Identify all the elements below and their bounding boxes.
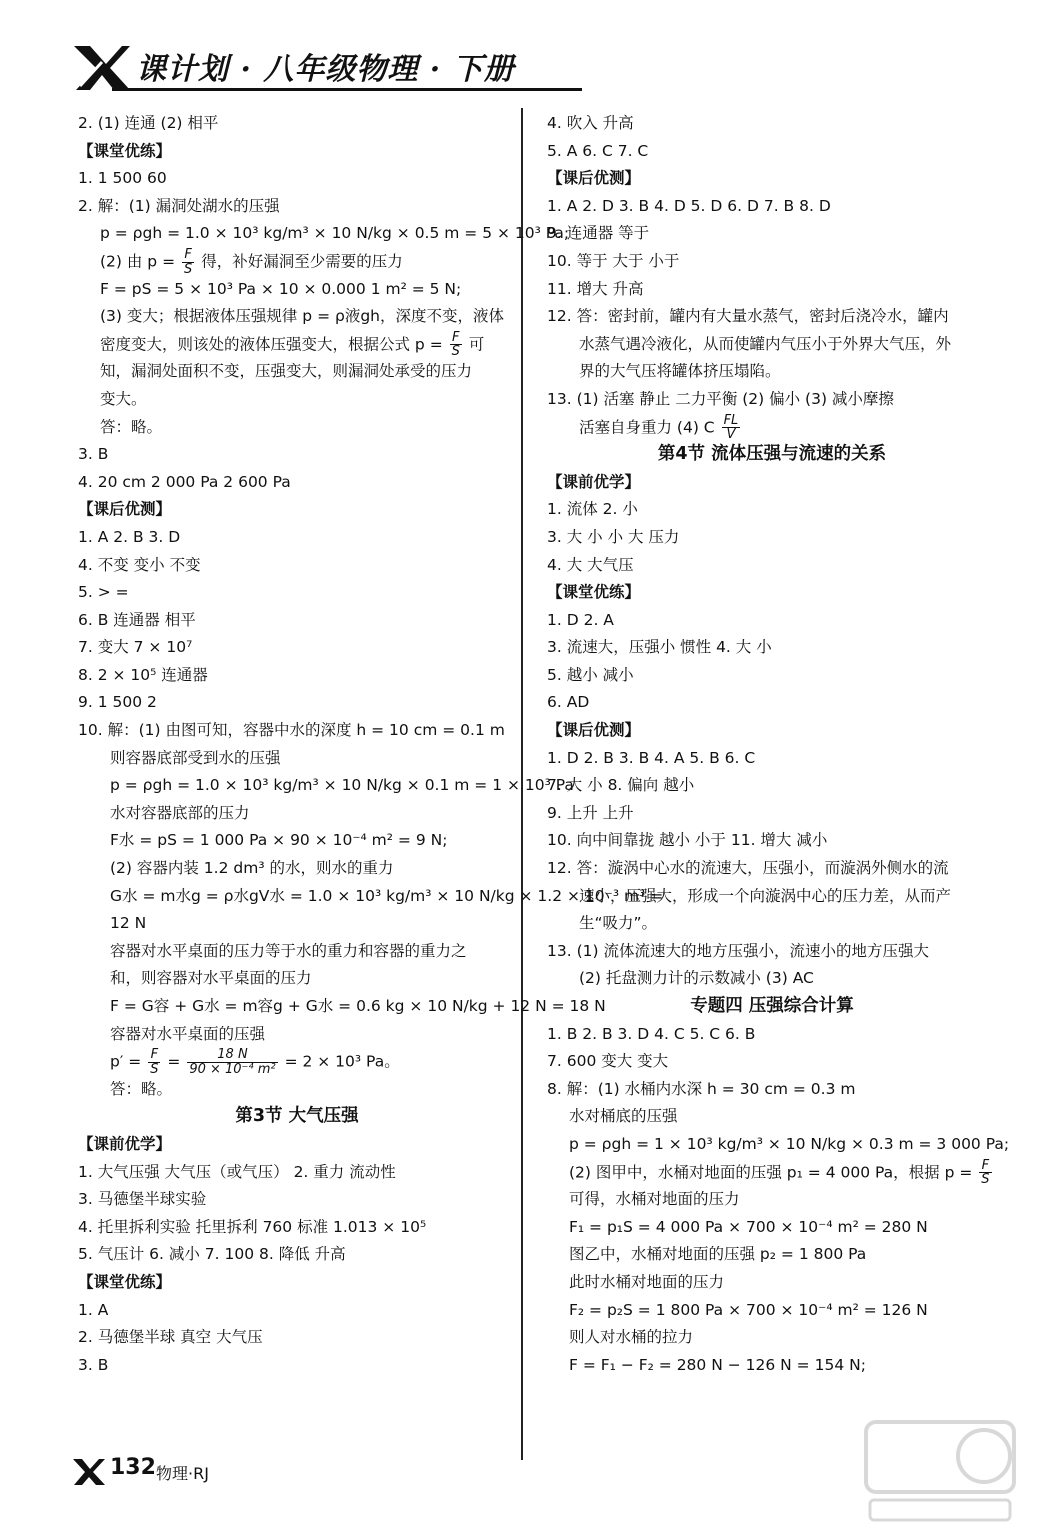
answer-line: 2. 解：(1) 漏洞处湖水的压强 <box>78 196 280 215</box>
fraction-numerator: F <box>148 1048 160 1063</box>
answer-line: 答：略。 <box>100 417 163 436</box>
subsection-heading: 【课堂优练】 <box>547 583 641 602</box>
fraction <box>148 1048 160 1076</box>
answer-line: 1. A 2. B 3. D <box>78 527 181 546</box>
section-title: 第4节 流体压强与流速的关系 <box>657 444 887 465</box>
section-title: 第3节 大气压强 <box>235 1106 359 1127</box>
subsection-heading: 【课前优学】 <box>78 1134 172 1153</box>
answer-line: 9. 1 500 2 <box>78 693 157 712</box>
answer-line: 变大。 <box>100 389 147 408</box>
fraction <box>979 1159 991 1187</box>
line-text: = 2 × 10³ Pa。 <box>279 1052 400 1071</box>
answer-line: 速小，压强大，形成一个向漩涡中心的压力差，从而产 <box>579 886 952 905</box>
answer-line: 可得，水桶对地面的压力 <box>569 1190 740 1209</box>
answer-line: (3) 变大；根据液体压强规律 p = ρ液gh，深度不变，液体 <box>100 307 504 326</box>
answer-line: 3. B <box>78 1355 109 1374</box>
answer-line: 5. > = <box>78 583 129 602</box>
header-rule <box>112 88 582 91</box>
answer-line: 1. 1 500 60 <box>78 169 167 188</box>
right-column <box>547 110 1010 1379</box>
answer-line: 则人对水桶的拉力 <box>569 1328 694 1347</box>
answer-line: (2) 容器内装 1.2 dm³ 的水，则水的重力 <box>110 859 394 878</box>
fraction-denominator: V <box>726 427 736 443</box>
fraction-numerator: F <box>979 1159 991 1174</box>
subsection-heading: 【课堂优练】 <box>78 1272 172 1291</box>
fraction-numerator: F <box>450 331 462 346</box>
footer-subject: 物理·RJ <box>156 1464 209 1483</box>
page-header <box>72 40 1012 100</box>
answer-line: 10. 解：(1) 由图可知，容器中水的深度 h = 10 cm = 0.1 m <box>78 721 505 740</box>
answer-line <box>547 1159 997 1187</box>
answer-line: 此时水桶对地面的压力 <box>569 1272 725 1291</box>
fraction <box>722 414 741 442</box>
fraction-denominator: S <box>150 1061 159 1077</box>
answer-line: 9. 上升 上升 <box>547 803 634 822</box>
answer-line: 12 N <box>110 914 147 933</box>
answer-line: 5. 越小 减小 <box>547 665 634 684</box>
fraction <box>187 1048 277 1076</box>
answer-line: F = G容 + G水 = m容g + G水 = 0.6 kg × 10 N/kg + 12 N = 18 N <box>110 997 606 1015</box>
line-text: 密度变大，则该处的液体压强变大，根据公式 p = <box>100 335 448 354</box>
brand-x-logo-icon <box>72 42 132 92</box>
fraction-denominator: 90 × 10⁻⁴ m² <box>189 1061 276 1077</box>
answer-line: 水蒸气遇冷液化，从而使罐内气压小于外界大气压，外 <box>579 334 952 353</box>
answer-line: 和，则容器对水平桌面的压力 <box>110 969 312 988</box>
answer-line: 8. 解：(1) 水桶内水深 h = 30 cm = 0.3 m <box>547 1079 856 1098</box>
answer-line: 3. 大 小 小 大 压力 <box>547 527 680 546</box>
answer-line: 1. D 2. B 3. B 4. A 5. B 6. C <box>547 748 756 767</box>
answer-line: 7. 大 小 8. 偏向 越小 <box>547 776 695 795</box>
answer-line: 3. 马德堡半球实验 <box>78 1190 207 1209</box>
answer-line: 水对容器底部的压力 <box>110 803 250 822</box>
answer-line: 13. (1) 活塞 静止 二力平衡 (2) 偏小 (3) 减小摩擦 <box>547 389 894 408</box>
answer-line: (2) 托盘测力计的示数减小 (3) AC <box>579 969 814 988</box>
line-text: 活塞自身重力 (4) C <box>579 418 720 437</box>
answer-line: 8. 2 × 10⁵ 连通器 <box>78 665 208 684</box>
answer-line: 12. 答：密封前，罐内有大量水蒸气，密封后浇冷水，罐内 <box>547 307 949 326</box>
answer-line: 2. (1) 连通 (2) 相平 <box>78 114 219 132</box>
answer-line: 4. 大 大气压 <box>547 555 634 574</box>
answer-line: 1. 大气压强 大气压（或气压） 2. 重力 流动性 <box>78 1162 396 1181</box>
answer-line: 生“吸力”。 <box>579 914 658 933</box>
line-text: 得，补好漏洞至少需要的压力 <box>196 252 403 271</box>
answer-line: 3. 流速大，压强小 惯性 4. 大 小 <box>547 638 772 657</box>
answer-line <box>78 331 516 359</box>
answer-line: 4. 20 cm 2 000 Pa 2 600 Pa <box>78 472 291 491</box>
answer-line: 答：略。 <box>110 1079 173 1098</box>
answer-line: 6. AD <box>547 693 590 712</box>
subsection-heading: 【课后优测】 <box>547 169 641 188</box>
answer-line: F₁ = p₁S = 4 000 Pa × 700 × 10⁻⁴ m² = 280 N <box>569 1217 928 1236</box>
line-text: p′ = <box>110 1052 147 1071</box>
answer-line: F水 = pS = 1 000 Pa × 90 × 10⁻⁴ m² = 9 N; <box>110 831 448 850</box>
header-title: 课计划 · 八年级物理 · 下册 <box>136 52 515 87</box>
page-number: 132 <box>110 1455 156 1480</box>
answer-line: 图乙中，水桶对地面的压强 p₂ = 1 800 Pa <box>569 1245 867 1264</box>
fraction-denominator: S <box>451 344 460 360</box>
subsection-heading: 【课后优测】 <box>547 721 641 740</box>
subsection-heading: 【课堂优练】 <box>78 141 172 160</box>
answer-line: 9. 连通器 等于 <box>547 224 650 243</box>
answer-line <box>78 1048 516 1076</box>
fraction-numerator: FL <box>723 412 739 428</box>
answer-line: 11. 增大 升高 <box>547 279 644 298</box>
line-text: (2) 图甲中，水桶对地面的压强 p₁ = 4 000 Pa，根据 p = <box>569 1163 978 1182</box>
answer-line: 界的大气压将罐体挤压塌陷。 <box>579 362 781 381</box>
line-text: = <box>162 1052 186 1071</box>
answer-line: 1. A 2. D 3. B 4. D 5. D 6. D 7. B 8. D <box>547 196 831 215</box>
answer-line: 4. 不变 变小 不变 <box>78 555 201 574</box>
answer-line: 知，漏洞处面积不变，压强变大，则漏洞处承受的压力 <box>100 362 473 381</box>
answer-line: 水对桶底的压强 <box>569 1107 678 1126</box>
subsection-heading: 【课后优测】 <box>78 500 172 519</box>
line-text: 可 <box>463 335 485 354</box>
subsection-heading: 【课前优学】 <box>547 472 641 491</box>
section-title: 专题四 压强综合计算 <box>690 996 854 1016</box>
answer-line: 12. 答：漩涡中心水的流速大，压强小，而漩涡外侧水的流 <box>547 859 949 878</box>
answer-line: 6. B 连通器 相平 <box>78 610 196 629</box>
answer-line: 5. 气压计 6. 减小 7. 100 8. 降低 升高 <box>78 1245 346 1264</box>
fraction-denominator: S <box>184 261 193 277</box>
answer-line <box>78 248 516 276</box>
answer-line: p = ρgh = 1.0 × 10³ kg/m³ × 10 N/kg × 0.1 m = 1 × 10³ Pa <box>110 776 574 795</box>
answer-line: 1. A <box>78 1300 109 1319</box>
answer-line <box>547 414 997 442</box>
answer-line: 10. 向中间靠拢 越小 小于 11. 增大 减小 <box>547 831 828 850</box>
answer-line: G水 = m水g = ρ水gV水 = 1.0 × 10³ kg/m³ × 10 N/kg × 1.2 × 10⁻³ m³ = <box>110 886 664 905</box>
answer-line: 13. (1) 流体流速大的地方压强小，流速小的地方压强大 <box>547 941 929 960</box>
answer-line: 7. 600 变大 变大 <box>547 1052 669 1071</box>
watermark-stamp <box>860 1416 1020 1526</box>
answer-line: 1. B 2. B 3. D 4. C 5. C 6. B <box>547 1024 756 1043</box>
answer-line: 5. A 6. C 7. C <box>547 141 649 160</box>
fraction-denominator: S <box>981 1172 990 1188</box>
answer-line: F₂ = p₂S = 1 800 Pa × 700 × 10⁻⁴ m² = 126 N <box>569 1300 928 1319</box>
answer-line: 则容器底部受到水的压强 <box>110 748 281 767</box>
answer-line: 4. 吹入 升高 <box>547 114 634 132</box>
answer-line: p = ρgh = 1.0 × 10³ kg/m³ × 10 N/kg × 0.5 m = 5 × 10³ Pa; <box>100 224 570 243</box>
fraction-numerator: 18 N <box>187 1048 277 1063</box>
answer-line: 容器对水平桌面的压强 <box>110 1024 266 1043</box>
fraction <box>182 248 194 276</box>
answer-line: 1. D 2. A <box>547 610 614 629</box>
answer-line: 容器对水平桌面的压力等于水的重力和容器的重力之 <box>110 941 467 960</box>
answer-line: 10. 等于 大于 小于 <box>547 251 680 270</box>
answer-line: 3. B <box>78 445 109 464</box>
answer-line: 7. 变大 7 × 10⁷ <box>78 638 193 657</box>
answer-line: 2. 马德堡半球 真空 大气压 <box>78 1328 263 1347</box>
fraction-numerator: F <box>182 248 194 263</box>
brand-x-small-icon <box>72 1457 106 1487</box>
answer-line: F = F₁ − F₂ = 280 N − 126 N = 154 N; <box>569 1355 866 1374</box>
answer-line: 4. 托里拆利实验 托里拆利 760 标准 1.013 × 10⁵ <box>78 1217 427 1236</box>
line-text: (2) 由 p = <box>100 252 180 271</box>
answer-line: F = pS = 5 × 10³ Pa × 10 × 0.000 1 m² = 5 N; <box>100 279 462 298</box>
fraction <box>450 331 462 359</box>
answer-line: p = ρgh = 1 × 10³ kg/m³ × 10 N/kg × 0.3 m = 3 000 Pa; <box>569 1134 1010 1153</box>
answer-line: 1. 流体 2. 小 <box>547 500 638 519</box>
